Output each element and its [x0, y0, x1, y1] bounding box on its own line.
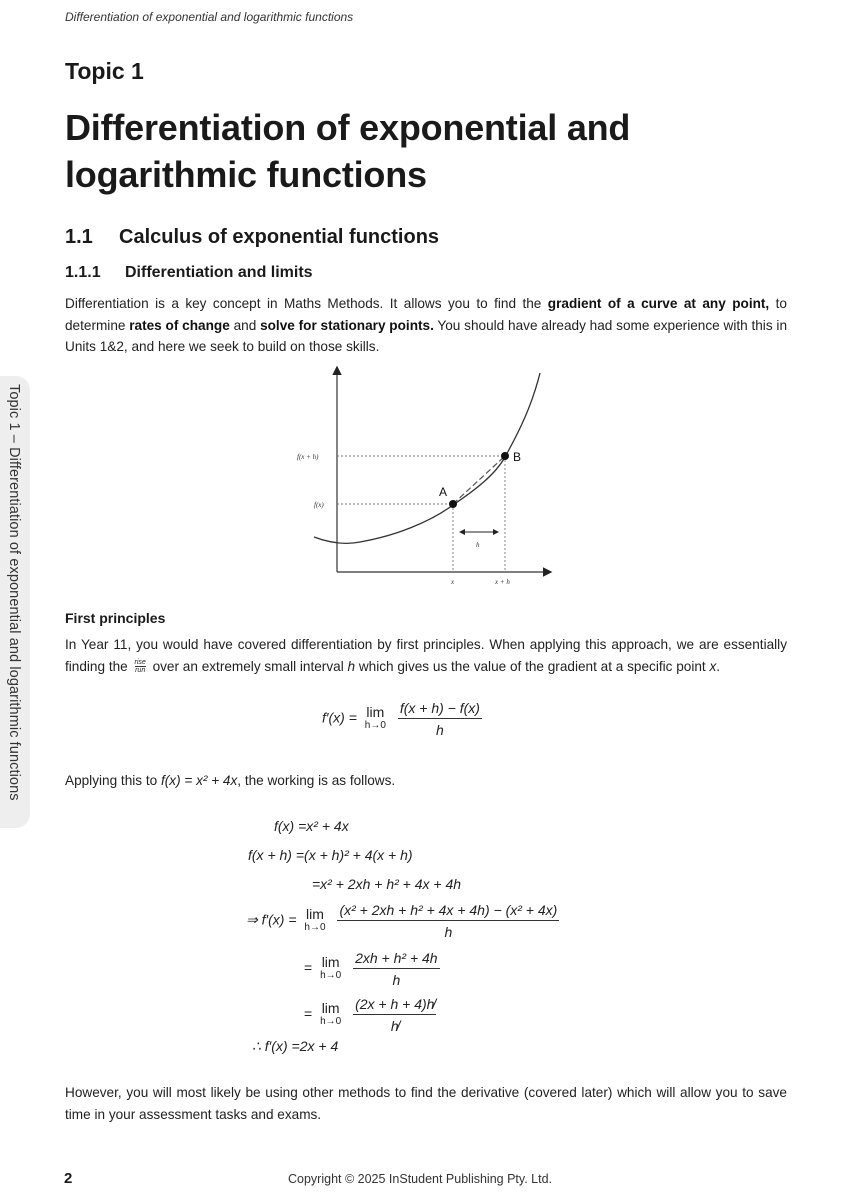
- definition-fraction: [398, 700, 482, 738]
- rise-over-run: [135, 659, 146, 674]
- denominator: h̸: [390, 1018, 399, 1034]
- working-line-1: [274, 818, 349, 834]
- page-number: 2: [64, 1170, 73, 1187]
- limit: [365, 706, 386, 732]
- working-lhs: ⇒ f′(x) =: [246, 911, 297, 928]
- running-head: Differentiation of exponential and logarithmic functions: [65, 10, 354, 24]
- point-b: [501, 452, 509, 460]
- point-a: [449, 500, 457, 508]
- lim-sub: h→0: [304, 922, 326, 933]
- first-principles-paragraph: [65, 634, 787, 677]
- working-line-7: [252, 1038, 338, 1055]
- label-fxh: f(x + h): [297, 453, 319, 461]
- side-tab-label: Topic 1 – Differentiation of exponential and logarithmic functions: [6, 384, 22, 801]
- denominator: h: [444, 924, 453, 940]
- intro-bold-stationary: solve for stationary points.: [260, 317, 434, 333]
- working-lhs: =: [304, 959, 313, 976]
- numerator: (x² + 2xh + h² + 4x + 4h) − (x² + 4x): [337, 902, 559, 921]
- lim-text: lim: [366, 704, 385, 720]
- lim-sub: h→0: [320, 1016, 342, 1027]
- intro-text: You should have already had some experience with this in Units 1&2, and here we seek to build on those skills.: [65, 317, 788, 354]
- working-fraction: [353, 996, 436, 1034]
- working-lhs: f(x + h): [248, 847, 292, 863]
- working-lhs: f(x): [274, 818, 295, 834]
- label-fx: f(x): [314, 501, 324, 509]
- intro-text: to determine: [65, 296, 787, 333]
- section-number: 1.1: [65, 226, 93, 248]
- applying-text: , the working is as follows.: [237, 773, 396, 788]
- working-line-6: [304, 996, 436, 1034]
- intro-bold-rates: rates of change: [129, 317, 230, 333]
- rise-label: rise: [134, 659, 146, 667]
- limit: [304, 908, 325, 934]
- working-fraction: [337, 902, 559, 940]
- working-rhs: =x² + 4x: [298, 818, 349, 834]
- secant-line: [453, 456, 505, 504]
- closing-paragraph: However, you will most likely be using other methods to find the derivative (covered later) which will allow you to save time in your assessment tasks and exams.: [65, 1085, 787, 1122]
- numerator: (2x + h + 4)h̸: [353, 996, 436, 1015]
- applying-function: f(x) = x² + 4x: [160, 773, 238, 788]
- working-line-5: [304, 950, 440, 988]
- definition-lhs: f′(x) =: [322, 709, 357, 726]
- working-line-3: [312, 876, 461, 892]
- working-rhs: =x² + 2xh + h² + 4x + 4h: [312, 876, 462, 892]
- working-line-2: [248, 847, 413, 863]
- intro-text: Differentiation is a key concept in Maths Methods. It allows you to find the: [65, 296, 548, 311]
- numerator: f(x + h) − f(x): [398, 700, 482, 719]
- fp-text: In Year 11, you would have covered differentiation by first principles. When applying this approach, we are essentially finding the: [65, 637, 787, 674]
- numerator: 2xh + h² + 4h: [353, 950, 440, 969]
- first-principles-heading: First principles: [65, 610, 166, 626]
- working-fraction: [353, 950, 440, 988]
- lim-sub: h→0: [320, 970, 342, 981]
- lim-text: lim: [306, 906, 324, 922]
- subsection-title: Differentiation and limits: [125, 264, 313, 281]
- section-title: Calculus of exponential functions: [119, 226, 440, 248]
- limit: [320, 956, 341, 982]
- section-heading: [65, 226, 439, 249]
- working-line-4: [246, 902, 559, 940]
- denominator: h: [435, 722, 444, 738]
- intro-paragraph: [65, 293, 787, 358]
- fp-text: over an extremely small interval: [148, 658, 348, 674]
- applying-text: Applying this to: [65, 773, 161, 788]
- fp-x: x: [709, 658, 717, 674]
- derivative-definition: [322, 700, 482, 738]
- working-lhs: =: [304, 1005, 313, 1022]
- lim-text: lim: [321, 1000, 340, 1016]
- working-rhs: =(x + h)² + 4(x + h): [295, 847, 413, 863]
- label-point-a: A: [439, 485, 448, 499]
- limit: [320, 1002, 341, 1028]
- working-lhs: ∴ f′(x): [252, 1038, 288, 1054]
- denominator: h: [392, 972, 401, 988]
- secant-diagram: [297, 360, 590, 605]
- intro-bold-gradient: gradient of a curve at any point,: [547, 296, 770, 311]
- lim-text: lim: [321, 954, 340, 970]
- label-point-b: B: [513, 450, 522, 464]
- working-rhs: =2x + 4: [291, 1038, 339, 1054]
- copyright: Copyright © 2025 InStudent Publishing Pty. Ltd.: [288, 1172, 553, 1186]
- fp-text: which gives us the value of the gradient at a specific point: [355, 658, 710, 674]
- fp-h: h: [347, 658, 356, 674]
- label-x: x: [451, 578, 455, 586]
- subsection-heading: [65, 264, 313, 282]
- lim-sub: h→0: [364, 720, 386, 731]
- run-label: run: [135, 667, 146, 675]
- topic-label: Topic 1: [65, 58, 144, 84]
- label-xh: x + h: [495, 578, 510, 586]
- fp-text: .: [716, 658, 721, 674]
- subsection-number: 1.1.1: [65, 264, 101, 281]
- label-h: h: [476, 541, 480, 549]
- intro-text: and: [229, 317, 261, 333]
- page-title: Differentiation of exponential and logarithmic functions: [65, 107, 631, 195]
- applying-paragraph: [65, 770, 787, 792]
